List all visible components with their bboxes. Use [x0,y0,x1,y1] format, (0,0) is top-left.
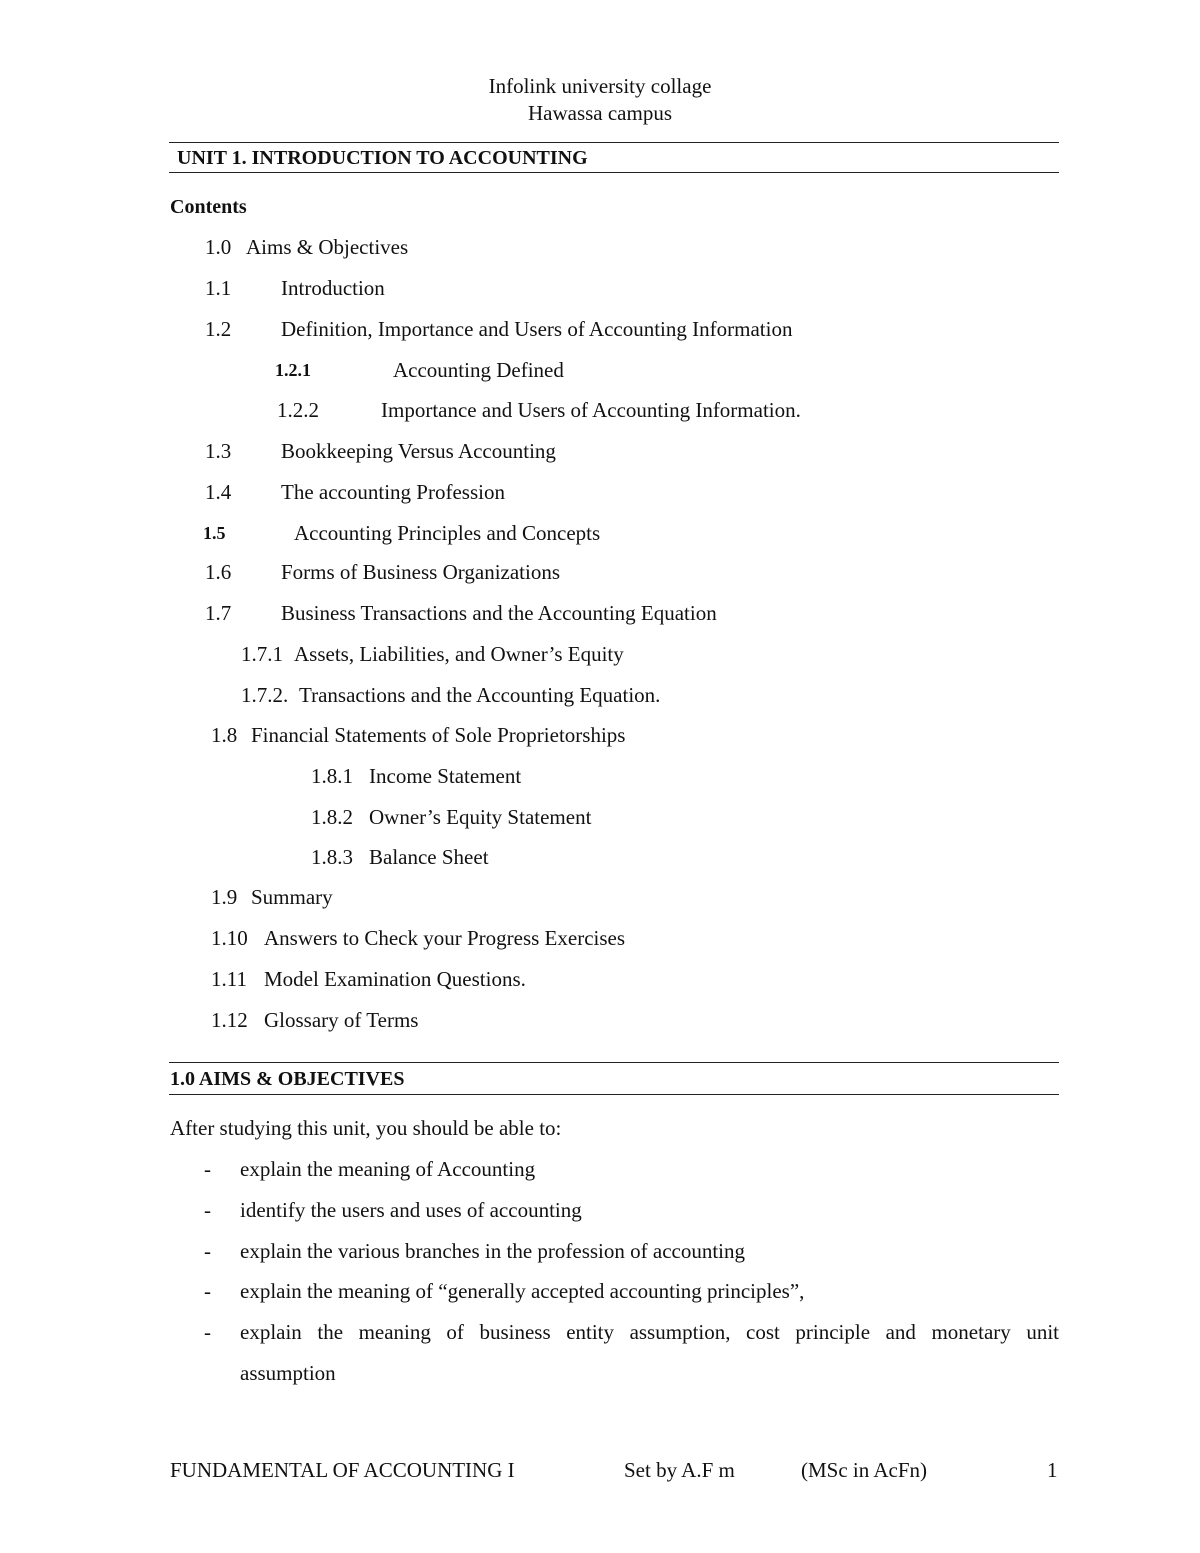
toc-entry-introduction: Introduction [281,276,385,300]
section-title: 1.0 AIMS & OBJECTIVES [170,1068,405,1090]
toc-number: 1.10 [211,926,248,950]
toc-entry-balance-sheet: Balance Sheet [369,845,489,869]
footer-course: FUNDAMENTAL OF ACCOUNTING I [170,1458,515,1482]
divider [169,1094,1059,1095]
list-bullet: - [204,1279,211,1303]
list-bullet: - [204,1320,211,1344]
objective-item: explain the meaning of business entity assumption, cost principle and monetary unit [240,1320,1059,1344]
toc-entry-owners-equity: Owner’s Equity Statement [369,805,592,829]
toc-number: 1.1 [205,276,232,300]
toc-number: 1.8 [211,723,238,747]
toc-entry-equation: Transactions and the Accounting Equation. [299,683,661,707]
toc-number: 1.11 [211,967,247,991]
list-bullet: - [204,1157,211,1181]
toc-number: 1.7 [205,601,232,625]
toc-number: 1.12 [211,1008,248,1032]
toc-entry-model-questions: Model Examination Questions. [264,967,526,991]
toc-entry-income-statement: Income Statement [369,764,522,788]
toc-entry-answers: Answers to Check your Progress Exercises [264,926,626,950]
list-bullet: - [204,1239,211,1263]
toc-number: 1.7.2. [241,683,289,707]
contents-label: Contents [170,196,247,218]
footer-credential: (MSc in AcFn) [801,1458,927,1482]
toc-entry-summary: Summary [251,885,333,909]
toc-entry-bookkeeping: Bookkeeping Versus Accounting [281,439,556,463]
section-intro: After studying this unit, you should be able to: [170,1116,562,1140]
toc-entry-forms: Forms of Business Organizations [281,560,561,584]
institution-name: Infolink university collage [488,74,712,98]
toc-number: 1.2.2 [277,398,319,422]
objective-item: identify the users and uses of accounting [240,1198,582,1222]
toc-number: 1.7.1 [241,642,283,666]
toc-entry-aims: Aims & Objectives [246,235,409,259]
toc-entry-accounting-defined: Accounting Defined [393,358,564,382]
toc-number: 1.3 [205,439,232,463]
toc-entry-assets: Assets, Liabilities, and Owner’s Equity [294,642,624,666]
toc-number: 1.4 [205,480,232,504]
toc-number: 1.8.2 [311,805,353,829]
divider [169,172,1059,173]
footer-author: Set by A.F m [624,1458,735,1482]
toc-number: 1.5 [203,523,226,543]
toc-number: 1.8.3 [311,845,353,869]
toc-number: 1.9 [211,885,238,909]
toc-number: 1.6 [205,560,232,584]
objective-item: explain the meaning of Accounting [240,1157,536,1181]
list-bullet: - [204,1198,211,1222]
objective-item: explain the meaning of “generally accepted accounting principles”, [240,1279,805,1303]
toc-number: 1.8.1 [311,764,353,788]
toc-entry-glossary: Glossary of Terms [264,1008,419,1032]
toc-entry-transactions: Business Transactions and the Accounting Equation [281,601,717,625]
toc-entry-financial-statements: Financial Statements of Sole Proprietorships [251,723,626,747]
objective-item: explain the various branches in the profession of accounting [240,1239,746,1263]
toc-entry-importance-users: Importance and Users of Accounting Information. [381,398,801,422]
toc-entry-principles: Accounting Principles and Concepts [294,521,601,545]
toc-number: 1.0 [205,235,232,259]
divider [169,142,1059,143]
unit-title: UNIT 1. INTRODUCTION TO ACCOUNTING [177,147,588,169]
page-number: 1 [1047,1458,1058,1482]
toc-number: 1.2.1 [275,360,311,380]
toc-entry-definition: Definition, Importance and Users of Accounting Information [281,317,793,341]
campus-name: Hawassa campus [527,101,673,125]
divider [169,1062,1059,1063]
toc-number: 1.2 [205,317,232,341]
objective-item-continued: assumption [240,1361,336,1385]
toc-entry-profession: The accounting Profession [281,480,505,504]
